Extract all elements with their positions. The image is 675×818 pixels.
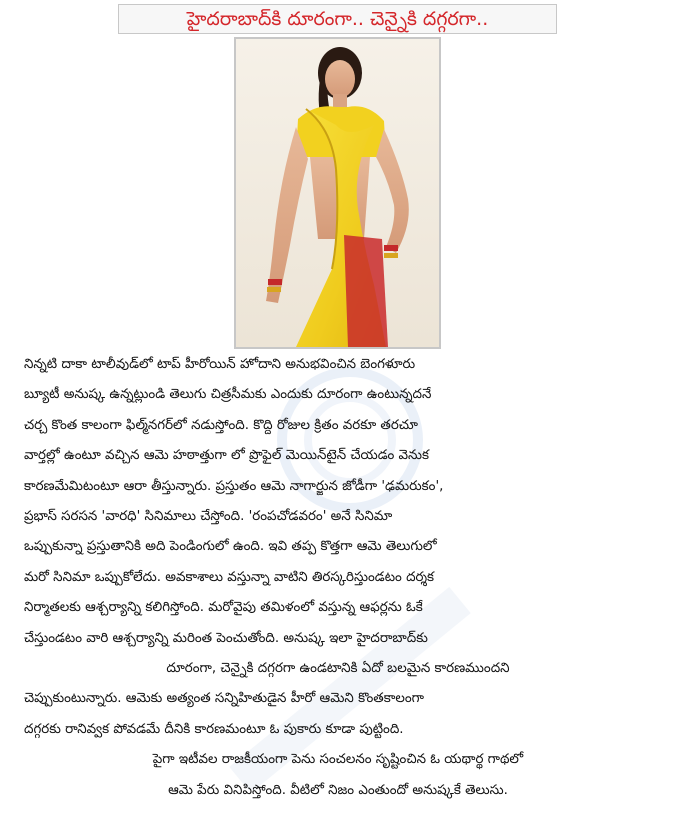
article-line: దూరంగా, చెన్నైకి దగ్గరగా ఉండటానికి ఏదో బలమైన కారణముందని [166,661,510,677]
article-line: నిర్మాతలకు ఆశ్చర్యాన్ని కలిగిస్తోంది. మరోవైపు తమిళంలో వస్తున్న ఆఫర్లను ఓకే [24,600,423,616]
article-line: ఆమె పేరు వినిపిస్తోంది. వీటిలో నిజం ఎంతుందో అనుష్కకే తెలుసు. [168,782,508,798]
article-line: బ్యూటీ అనుష్క ఉన్నట్లుండి తెలుగు చిత్రసీమకు ఎందుకు దూరంగా ఉంటున్నదనే [24,387,432,403]
article-line: చర్చ కొంత కాలంగా ఫిల్మ్‌నగర్‌లో నడుస్తోంది. కొద్ది రోజుల క్రితం వరకూ తరచూ [24,417,418,433]
article-line: ఒప్పుకున్నా ప్రస్తుతానికి అది పెండింగులో ఉంది. ఇవి తప్ప కొత్తగా ఆమె తెలుగులో [24,539,437,555]
article-line: మరో సినిమా ఒప్పుకోలేదు. అవకాశాలు వస్తున్నా వాటిని తిరస్కరిస్తుండటం దర్శక [24,569,435,585]
article-line: ప్రభాస్ సరసన 'వారధి' సినిమాలు చేస్తోంది. 'రంపచోడవరం' అనే సినిమా [24,509,393,525]
article-line: కారణమేమిటంటూ ఆరా తీస్తున్నారు. ప్రస్తుతం ఆమె నాగార్జున జోడీగా 'ఢమరుకం', [24,478,444,494]
article-line: చెప్పుకుంటున్నారు. ఆమెకు అత్యంత సన్నిహితుడైన హీరో ఆమెని కొంతకాలంగా [24,691,424,707]
article-body [24,350,652,806]
article-line: వార్తల్లో ఉంటూ వచ్చిన ఆమె హఠాత్తుగా లో ప్రొఫైల్ మెయిన్‌టైన్ చేయడం వెనుక [24,448,430,464]
article-line: నిన్నటి దాకా టాలీవుడ్‌లో టాప్ హీరోయిన్ హోదాని అనుభవించిన బెంగళూరు [24,357,416,372]
article-line: చేస్తుండటం వారి ఆశ్చర్యాన్ని మరింత పెంచుతోంది. అనుష్క ఇలా హైదరాబాద్‌కు [24,630,428,646]
article-line: దగ్గరకు రానివ్వక పోవడమే దీనికి కారణమంటూ ఓ పుకారు కూడా పుట్టింది. [24,721,404,737]
woman-in-yellow-saree-photo [236,39,439,347]
headline: హైదరాబాద్‌కి దూరంగా.. చెన్నైకి దగ్గరగా.. [118,4,557,34]
article-photo [234,37,441,349]
article-line: పైగా ఇటీవల రాజకీయంగా పెను సంచలనం సృష్టించిన ఓ యథార్థ గాథలో [152,752,524,768]
